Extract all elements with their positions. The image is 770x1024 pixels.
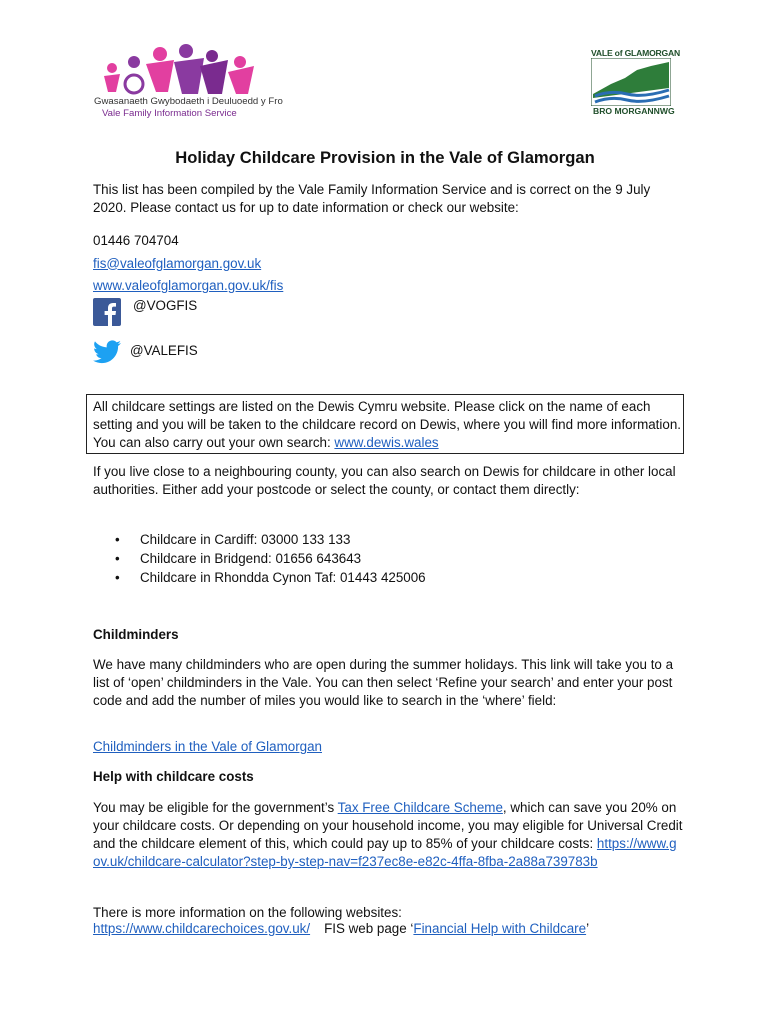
costs-text-b: , which can save you 20% on your childcare costs. Or depending on your household income, you may eligible for Universal Credit and the childcare element of this, which could pay up to 85% of your childcare costs: [93,800,683,851]
email-link[interactable]: fis@valeofglamorgan.gov.uk [93,255,262,271]
tax-free-childcare-link[interactable]: Tax Free Childcare Scheme [337,800,503,815]
contact-block [93,230,283,298]
vale-logo-top-text: VALE of GLAMORGAN [591,48,681,58]
vale-logo-graphic [591,58,671,106]
childcare-calculator-link[interactable]: https://www.gov.uk/childcare-calculator?step-by-step-nav=f237ec8e-e82c-4ffa-8fba-2a88a739783b [93,836,677,869]
list-item: • Childcare in Cardiff: 03000 133 133 [115,530,426,549]
dewis-link[interactable]: www.dewis.wales [334,435,439,450]
childminders-link[interactable]: Childminders in the Vale of Glamorgan [93,739,322,754]
website-link[interactable]: www.valeofglamorgan.gov.uk/fis [93,278,284,293]
fis-web-page-text: FIS web page ‘ [324,921,414,936]
fis-logo-welsh: Gwasanaeth Gwybodaeth i Deuluoedd y Fro [94,96,283,107]
facebook-handle: @VOGFIS [133,298,198,313]
neighbour-paragraph: If you live close to a neighbouring county, you can also search on Dewis for childcare in other local authorities. Either add your postcode or select the county, or contact them directly: [93,464,676,497]
childcare-choices-link[interactable]: https://www.childcarechoices.gov.uk/ [93,921,311,936]
page-title: Holiday Childcare Provision in the Vale of Glamorgan [175,148,595,167]
fis-web-page-close-quote: ’ [586,921,590,936]
financial-help-link[interactable]: Financial Help with Childcare [413,921,587,936]
vale-logo-bottom-text: BRO MORGANNWG [593,106,675,116]
fis-logo-english: Vale Family Information Service [102,108,237,119]
childminders-paragraph: We have many childminders who are open during the summer holidays. This link will take you to a list of ‘open’ childminders in the Vale. You can then select ‘Refine your search’ and enter your post code and add the number of miles you would like to search in the ‘where’ field: [93,657,674,708]
list-item: • Childcare in Bridgend: 01656 643643 [115,549,426,568]
costs-paragraph [93,799,683,871]
intro-paragraph: This list has been compiled by the Vale Family Information Service and is correct on the 9 July 2020. Please contact us for up to date information or check our website: [93,182,651,215]
vale-logo [591,58,671,106]
dewis-box-text: All childcare settings are listed on the Dewis Cymru website. Please click on the name of each setting and you will be taken to the childcare record on Dewis, where you will find more information. You can also carry out your own search: [93,399,681,450]
fis-logo-figures [94,42,284,96]
costs-heading: Help with childcare costs [93,769,254,784]
more-info-text: There is more information on the following websites: [93,905,402,920]
dewis-info-box [86,394,684,454]
county-contacts-list [115,530,426,587]
costs-text-a: You may be eligible for the government’s [93,800,338,815]
twitter-icon[interactable] [93,340,121,367]
list-item: • Childcare in Rhondda Cynon Taf: 01443 425006 [115,568,426,587]
childminders-heading: Childminders [93,627,179,642]
twitter-handle: @VALEFIS [130,343,198,358]
fis-logo-caption [94,96,283,120]
phone-number: 01446 704704 [93,233,179,248]
facebook-icon[interactable] [93,298,121,329]
more-info-block [93,905,589,937]
